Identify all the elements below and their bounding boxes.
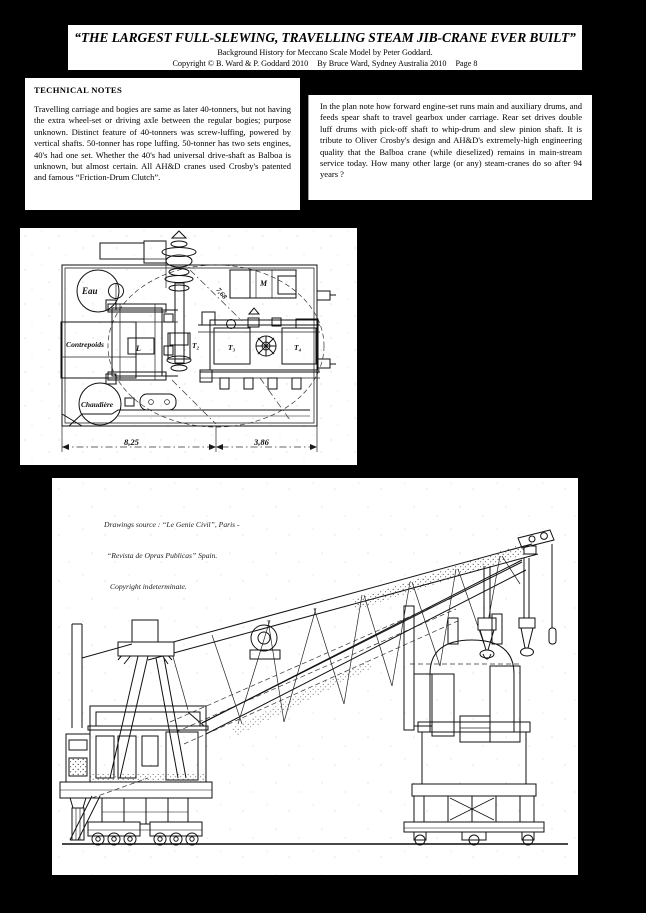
plan-label-drum-t4: T₄ (294, 343, 302, 352)
drawings-source-caption (104, 499, 240, 613)
plan-label-drum-t3: T₃ (228, 343, 236, 352)
author-credit: By Bruce Ward, Sydney Australia 2010 (317, 59, 447, 68)
technical-notes-right-column (308, 95, 592, 200)
scan-notch-top (300, 78, 308, 95)
plan-label-drum-t2: T₂ (192, 341, 200, 350)
elevation-view-drawing (52, 478, 578, 875)
plan-label-boiler: Chaudière (81, 400, 114, 409)
plan-label-radius: 7,68 (214, 286, 229, 301)
page-number: Page 8 (455, 59, 478, 68)
technical-notes-left-text: Travelling carriage and bogies are same as later 40-tonners, but not having the extra wheel-set or driving axle between the regular bogies; purpose unknown. Distinct feature of 40-tonners was screw-luffing, powered by vertical shafts. 50-tonner has rope luffing. 50-tonner has two sets engines, 40's had one set. Whether the 40's had universal drive-shaft as Balboa is unknown, but almost certain. All AH&D cranes used Crosby's patented and famous “Friction-Drum Clutch”. (34, 104, 291, 183)
source-line-3: Copyright indeterminate. (110, 582, 187, 592)
copyright-notice: Copyright © B. Ward & P. Goddard 2010 (172, 59, 309, 68)
technical-notes-left-column (25, 78, 300, 210)
plan-label-machine: M (260, 279, 268, 288)
plan-label-counterweight: Contrepoids (66, 340, 104, 349)
plan-dimension-left: 8,25 (124, 437, 139, 447)
source-line-2: “Revista de Opras Publicas” Spain. (107, 551, 218, 561)
plan-label-water: Eau (82, 286, 98, 296)
scan-notch-bottom-left (300, 200, 308, 210)
plan-view-drawing (20, 228, 357, 465)
technical-notes-heading: TECHNICAL NOTES (34, 85, 123, 95)
technical-notes-right-text: In the plan note how forward engine-set runs main and auxiliary drums, and feeds spear shaft to travel gearbox under carriage. Rear set drives double luff drums with pick-off shaft to whip-drum and slew pinion shaft. It is tribute to Oliver Crosby's design and AH&D's extremely-high engineering quality that the Balboa crane (while dieselized) remains in main-stream service today. How many other large (or any) steam-cranes do so after 94 years ? (320, 101, 582, 180)
document-header (68, 25, 582, 70)
plan-view-figure (20, 228, 357, 465)
plan-label-drum-l: L (136, 344, 141, 353)
document-subtitle: Background History for Meccano Scale Model by Peter Goddard. (217, 48, 433, 57)
document-copyright-line (68, 58, 582, 69)
source-line-1: Drawings source : “Le Genie Civil”, Paris - (104, 519, 240, 529)
page-title: “THE LARGEST FULL-SLEWING, TRAVELLING STEAM JIB-CRANE EVER BUILT” (74, 30, 576, 45)
plan-dimension-right: 3,86 (254, 437, 269, 447)
